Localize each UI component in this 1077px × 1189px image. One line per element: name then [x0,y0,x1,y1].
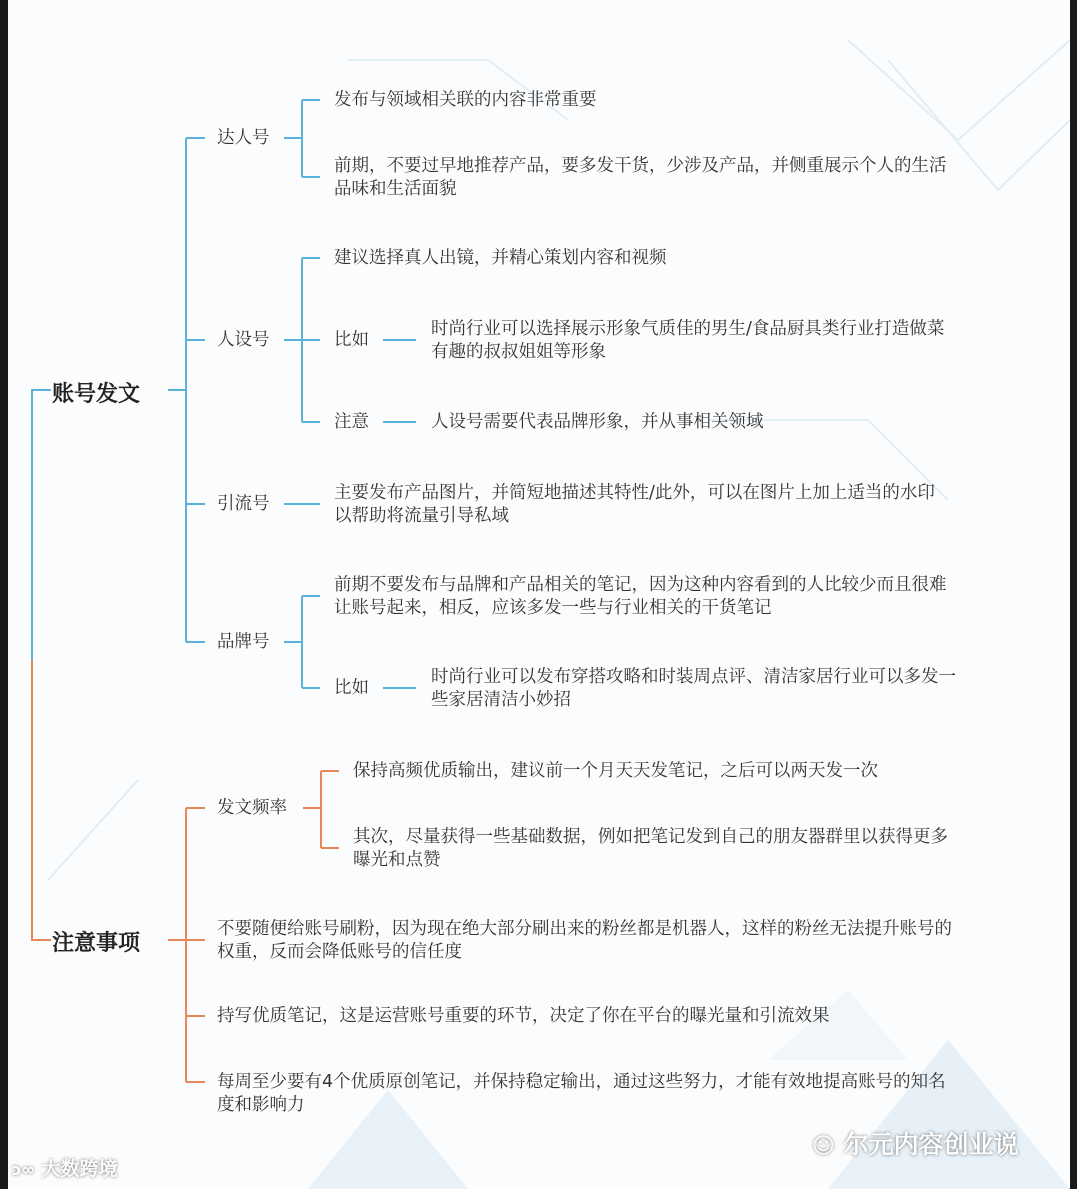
root-account-posting: 账号发文 [52,382,141,407]
pinpai-text-2: 让账号起来，相反，应该多发一些与行业相关的干货笔记 [334,598,772,618]
pinpai-example-1: 时尚行业可以发布穿搭攻略和时装周点评、清洁家居行业可以多发一 [431,667,956,687]
watermark-right: ☺ 尔元内容创业说 [812,1130,1019,1159]
node-renshe: 人设号 [217,330,270,350]
mindmap-canvas [8,0,1070,1189]
daren-item-2-cont: 品味和生活面貌 [334,179,457,199]
watermark-left: ↄ∞ 大数跨境 [12,1158,118,1180]
renshe-example-1: 时尚行业可以选择展示形象气质佳的男生/食品厨具类行业打造做菜 [431,319,945,339]
yinliu-text-1: 主要发布产品图片，并简短地描述其特性/此外，可以在图片上加上适当的水印 [334,483,935,503]
daren-item-1: 发布与领域相关联的内容非常重要 [334,90,597,110]
note-3-line-1: 每周至少要有4个优质原创笔记，并保持稳定输出，通过这些努力，才能有效地提高账号的知名 [217,1072,946,1092]
note-1-line-2: 权重，反而会降低账号的信任度 [217,942,462,962]
renshe-note: 人设号需要代表品牌形象，并从事相关领域 [431,412,764,432]
pinpai-text-1: 前期不要发布与品牌和产品相关的笔记，因为这种内容看到的人比较少而且很难 [334,575,947,595]
freq-item-1: 保持高频优质输出，建议前一个月天天发笔记，之后可以两天发一次 [353,761,878,781]
note-3-line-2: 度和影响力 [217,1095,305,1115]
renshe-example-label: 比如 [334,330,369,350]
renshe-note-label: 注意 [334,412,369,432]
brand-logo-icon: ↄ∞ [12,1160,35,1179]
root-notes: 注意事项 [52,931,141,956]
yinliu-text-2: 以帮助将流量引导私域 [334,506,509,526]
daren-item-2: 前期，不要过早地推荐产品，要多发干货，少涉及产品，并侧重展示个人的生活 [334,156,947,176]
pinpai-example-2: 些家居清洁小妙招 [431,690,571,710]
renshe-example-2: 有趣的叔叔姐姐等形象 [431,342,606,362]
node-yinliu: 引流号 [217,494,270,514]
node-daren: 达人号 [217,128,270,148]
note-2: 持写优质笔记，这是运营账号重要的环节，决定了你在平台的曝光量和引流效果 [217,1006,830,1026]
freq-item-2: 其次，尽量获得一些基础数据，例如把笔记发到自己的朋友器群里以获得更多 [353,827,948,847]
note-1-line-1: 不要随便给账号刷粉，因为现在绝大部分刷出来的粉丝都是机器人，这样的粉丝无法提升账号的 [217,919,952,939]
renshe-intro: 建议选择真人出镜，并精心策划内容和视频 [334,248,667,268]
freq-item-2-cont: 曝光和点赞 [353,850,441,870]
node-posting-frequency: 发文频率 [217,798,287,818]
node-pinpai: 品牌号 [217,632,270,652]
wechat-icon: ☺ [812,1134,835,1159]
pinpai-example-label: 比如 [334,678,369,698]
